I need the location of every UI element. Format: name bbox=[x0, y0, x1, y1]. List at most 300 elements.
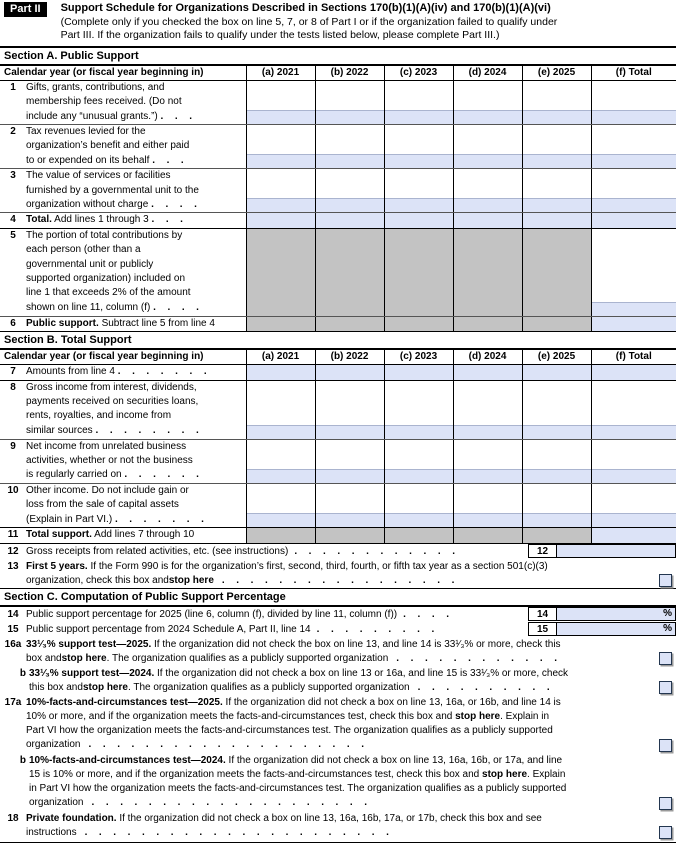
line-12-row bbox=[0, 544, 676, 559]
line-11-shaded-c bbox=[384, 528, 453, 543]
part-subtitle-line1: (Complete only if you checked the box on line 5, 7, or 8 of Part I or if the organization failed to qualify under bbox=[60, 15, 558, 28]
line-8-text-2: payments received on securities loans, bbox=[26, 396, 199, 408]
col-year-b-c: 2023 bbox=[414, 351, 438, 363]
line-14-row bbox=[0, 607, 676, 622]
line-17a-text-3: Part VI how the organization meets the facts-and-circumstances test. The organization qualifies as a publicly supported bbox=[26, 725, 553, 737]
line-1-text-3 bbox=[26, 110, 246, 124]
line-16b-row bbox=[0, 666, 676, 695]
line-17b-seg1: If the organization did not check a box on line 13, 16a, 16b, or 17a, and line bbox=[225, 754, 563, 766]
line-18-text-1 bbox=[26, 812, 652, 826]
line-17a-checkbox[interactable] bbox=[659, 739, 672, 752]
line-5-input-total[interactable] bbox=[591, 228, 676, 316]
line-15-row bbox=[0, 622, 676, 637]
line-2-input-a[interactable] bbox=[246, 125, 315, 169]
line-17a-row bbox=[0, 695, 676, 753]
line-17b-seg2b: . Explain bbox=[527, 768, 566, 780]
line-7-text bbox=[26, 365, 246, 379]
line-13-text-b: organization, check this box and bbox=[26, 574, 169, 586]
line-number-17a: 17a bbox=[4, 696, 22, 708]
section-b-table bbox=[0, 350, 676, 543]
col-year-b-a: 2021 bbox=[276, 351, 300, 363]
part-title: Support Schedule for Organizations Described in Sections 170(b)(1)(A)(iv) and 170(b)(1)(A)(vi) bbox=[60, 2, 551, 14]
calendar-year-label: Calendar year (or fiscal year beginning in) bbox=[0, 66, 246, 81]
line-3-input-a[interactable] bbox=[246, 169, 315, 213]
line-17a-checkbox-wrap[interactable] bbox=[659, 739, 672, 752]
line-10-input-total[interactable] bbox=[591, 483, 676, 527]
line-2-leader: . . . bbox=[152, 154, 189, 166]
line-number-12: 12 bbox=[7, 545, 19, 557]
line-17b-body bbox=[29, 753, 676, 811]
line-16b-body bbox=[29, 666, 676, 696]
line-8-text-4-label: similar sources bbox=[26, 424, 93, 436]
line-4-input-b[interactable] bbox=[315, 213, 384, 228]
line-17b-row bbox=[0, 753, 676, 811]
line-6-input-total[interactable] bbox=[591, 316, 676, 331]
line-17a-stop-here: stop here bbox=[455, 710, 501, 722]
col-header-c bbox=[384, 66, 453, 81]
col-header-d bbox=[453, 66, 522, 81]
line-15-percent-sign: % bbox=[663, 622, 672, 634]
line-15-entry bbox=[528, 622, 676, 636]
line-1-text-2: membership fees received. (Do not bbox=[26, 96, 182, 108]
line-13-stop-here: stop here bbox=[168, 574, 214, 586]
col-year-b-e: 2025 bbox=[552, 351, 576, 363]
line-3-text-3 bbox=[26, 198, 246, 212]
line-5-text-4: supported organization) included on bbox=[26, 273, 185, 285]
line-13-bold-lead: First 5 years. bbox=[26, 560, 88, 572]
line-16a-stop-here: stop here bbox=[61, 652, 107, 664]
line-12-body bbox=[26, 544, 528, 559]
page-bottom-rule bbox=[0, 842, 676, 843]
section-c-header: Section C. Computation of Public Support Percentage bbox=[0, 588, 676, 607]
col-year-a: 2021 bbox=[276, 66, 300, 78]
line-14-body bbox=[26, 607, 528, 622]
line-1-description bbox=[26, 80, 246, 124]
line-17a-seg2a: 10% or more, and if the organization meets the facts-and-circumstances test, check this box and bbox=[26, 710, 456, 722]
line-14-leader: . . . . bbox=[403, 608, 454, 620]
col-year-b-b: 2022 bbox=[346, 351, 369, 363]
line-8-leader: . . . . . . . . bbox=[95, 424, 204, 436]
line-6-shaded-e bbox=[522, 316, 591, 331]
line-10-input-a[interactable] bbox=[246, 483, 315, 527]
line-4-text-1: Add lines 1 through 3 bbox=[54, 214, 149, 226]
part-title-block bbox=[61, 2, 558, 43]
table-row bbox=[0, 528, 676, 543]
line-17a-text-2 bbox=[26, 710, 652, 724]
line-15-text: Public support percentage from 2024 Schedule A, Part II, line 14 bbox=[26, 623, 311, 635]
line-14-input[interactable] bbox=[557, 607, 676, 621]
col-header-b-b bbox=[315, 350, 384, 365]
col-header-b-f bbox=[591, 350, 676, 365]
part-subtitle-line2: Part III. If the organization fails to qualify under the tests listed below, please complete Part III.) bbox=[60, 29, 500, 42]
line-number-6: 6 bbox=[0, 316, 26, 331]
table-row bbox=[0, 80, 676, 124]
line-11-input-total[interactable] bbox=[591, 528, 676, 543]
line-5-leader: . . . . bbox=[153, 301, 204, 313]
line-18-checkbox[interactable] bbox=[659, 826, 672, 839]
line-6-shaded-d bbox=[453, 316, 522, 331]
line-9-input-total[interactable] bbox=[591, 439, 676, 483]
line-11-shaded-e bbox=[522, 528, 591, 543]
line-9-text-3-label: is regularly carried on bbox=[26, 469, 122, 481]
line-number-18: 18 bbox=[7, 812, 19, 824]
line-10-input-e[interactable] bbox=[522, 483, 591, 527]
line-16a-checkbox[interactable] bbox=[659, 652, 672, 665]
col-header-a bbox=[246, 66, 315, 81]
line-7-input-a[interactable] bbox=[246, 365, 315, 380]
table-row bbox=[0, 213, 676, 228]
line-12-box-label: 12 bbox=[528, 544, 557, 558]
line-5-shaded-a bbox=[246, 228, 315, 316]
line-17a-leader: . . . . . . . . . . . . . . . . . . . . bbox=[88, 739, 369, 751]
line-1-input-e[interactable] bbox=[522, 80, 591, 124]
line-16b-checkbox[interactable] bbox=[659, 681, 672, 694]
line-3-input-b[interactable] bbox=[315, 169, 384, 213]
line-9-input-b[interactable] bbox=[315, 439, 384, 483]
line-16a-text-1 bbox=[26, 638, 652, 652]
line-10-text-1: Other income. Do not include gain or bbox=[26, 484, 189, 496]
line-9-input-e[interactable] bbox=[522, 439, 591, 483]
part-ii-header bbox=[0, 0, 676, 48]
line-number-15: 15 bbox=[7, 623, 19, 635]
line-3-text-1: The value of services or facilities bbox=[26, 170, 171, 182]
line-14-box-label: 14 bbox=[528, 607, 557, 621]
line-7-input-e[interactable] bbox=[522, 365, 591, 380]
line-5-description bbox=[26, 228, 246, 316]
line-17b-seg2a: 15 is 10% or more, and if the organization meets the facts-and-circumstances test, check this box and bbox=[29, 768, 483, 780]
line-10-leader: . . . . . . . bbox=[114, 513, 209, 525]
line-7-input-b[interactable] bbox=[315, 365, 384, 380]
line-17a-bold-lead: 10%-facts-and-circumstances test—2025. bbox=[26, 696, 223, 708]
line-1-leader: . . . bbox=[160, 110, 197, 122]
line-4-input-e[interactable] bbox=[522, 213, 591, 228]
line-number-16b: b bbox=[19, 667, 26, 679]
line-1-input-c[interactable] bbox=[384, 80, 453, 124]
line-number-16a: 16a bbox=[4, 638, 22, 650]
line-12-leader: . . . . . . . . . . . . bbox=[294, 545, 460, 557]
line-number-13: 13 bbox=[7, 560, 19, 572]
line-18-row bbox=[0, 811, 676, 840]
col-marker-b-f: (f) bbox=[615, 351, 626, 363]
line-4-bold-lead: Total. bbox=[26, 214, 52, 226]
line-15-leader: . . . . . . . . . bbox=[316, 623, 439, 635]
line-2-text-1: Tax revenues levied for the bbox=[26, 126, 146, 137]
col-header-b-e bbox=[522, 350, 591, 365]
line-17a-seg1: If the organization did not check a box on line 13, 16a, or 16b, and line 14 is bbox=[222, 696, 561, 708]
line-17a-body bbox=[26, 695, 676, 753]
section-a-column-headers bbox=[0, 66, 676, 81]
line-3-input-total[interactable] bbox=[591, 169, 676, 213]
line-14-percent-sign: % bbox=[663, 607, 672, 619]
line-5-text-6-label: shown on line 11, column (f) bbox=[26, 301, 151, 313]
line-18-bold-lead: Private foundation. bbox=[26, 812, 117, 824]
line-14-entry bbox=[528, 607, 676, 621]
line-2-input-total[interactable] bbox=[591, 125, 676, 169]
line-8-text-3: rents, royalties, and income from bbox=[26, 410, 172, 422]
table-row bbox=[0, 380, 676, 439]
col-marker-b: (b) bbox=[330, 66, 344, 78]
table-row bbox=[0, 228, 676, 316]
line-10-text-3 bbox=[26, 513, 246, 527]
line-number-11: 11 bbox=[0, 528, 26, 543]
line-9-input-d[interactable] bbox=[453, 439, 522, 483]
line-17b-text-4 bbox=[29, 796, 652, 810]
col-marker-b-d: (d) bbox=[468, 351, 482, 363]
line-16a-seg2b: . The organization qualifies as a publicly supported organization bbox=[106, 652, 389, 664]
line-number-4: 4 bbox=[0, 213, 26, 228]
line-2-text-3-label: to or expended on its behalf bbox=[26, 154, 150, 166]
col-marker-c: (c) bbox=[399, 66, 413, 78]
line-11-description bbox=[26, 528, 246, 543]
line-2-input-d[interactable] bbox=[453, 125, 522, 169]
line-15-body bbox=[26, 622, 528, 637]
table-row bbox=[0, 483, 676, 527]
line-18-leader: . . . . . . . . . . . . . . . . . . . . . . bbox=[84, 826, 394, 838]
line-4-leader: . . . bbox=[151, 214, 188, 226]
line-number-10: 10 bbox=[0, 483, 26, 527]
line-16a-row bbox=[0, 637, 676, 666]
line-16a-checkbox-wrap[interactable] bbox=[659, 652, 672, 665]
col-header-f bbox=[591, 66, 676, 81]
table-row bbox=[0, 439, 676, 483]
line-9-text-2: activities, whether or not the business bbox=[26, 455, 193, 467]
line-13-text-1 bbox=[26, 560, 652, 574]
line-17a-seg2b: . Explain in bbox=[500, 710, 550, 722]
line-7-input-c[interactable] bbox=[384, 365, 453, 380]
line-9-input-c[interactable] bbox=[384, 439, 453, 483]
line-number-17b: b bbox=[19, 754, 26, 766]
line-18-seg1: If the organization did not check a box on line 13, 16a, 16b, 17a, or 17b, check this box and see bbox=[116, 812, 542, 824]
line-9-input-a[interactable] bbox=[246, 439, 315, 483]
line-1-input-a[interactable] bbox=[246, 80, 315, 124]
line-16b-leader: . . . . . . . . . . bbox=[417, 681, 555, 693]
col-header-b bbox=[315, 66, 384, 81]
line-3-leader: . . . . bbox=[151, 199, 202, 211]
line-number-1: 1 bbox=[0, 80, 26, 124]
line-16b-seg1: If the organization did not check a box on line 13 or 16a, and line 15 is 33¹⁄₃% or more, check bbox=[154, 667, 568, 679]
line-17b-stop-here: stop here bbox=[482, 768, 528, 780]
line-16a-seg2a: box and bbox=[26, 652, 62, 664]
line-4-input-d[interactable] bbox=[453, 213, 522, 228]
line-18-checkbox-wrap[interactable] bbox=[659, 826, 672, 839]
line-11-shaded-b bbox=[315, 528, 384, 543]
col-year-e: 2025 bbox=[552, 66, 576, 78]
line-11-text bbox=[26, 528, 246, 542]
line-4-input-total[interactable] bbox=[591, 213, 676, 228]
line-17a-seg4: organization bbox=[26, 739, 81, 751]
line-16a-leader: . . . . . . . . . . . . bbox=[396, 652, 562, 664]
line-11-text-1: Add lines 7 through 10 bbox=[94, 529, 195, 541]
line-8-text-1: Gross income from interest, dividends, bbox=[26, 381, 197, 393]
line-14-text: Public support percentage for 2025 (line 6, column (f), divided by line 11, column (f)) bbox=[26, 608, 398, 620]
line-13-body bbox=[26, 559, 676, 589]
line-13-checkbox[interactable] bbox=[659, 574, 672, 587]
col-marker-f: (f) bbox=[615, 66, 626, 78]
line-2-input-c[interactable] bbox=[384, 125, 453, 169]
line-16b-text-1 bbox=[29, 667, 652, 681]
line-16a-text-2 bbox=[26, 652, 652, 666]
line-5-shaded-e bbox=[522, 228, 591, 316]
line-13-text-a: If the Form 990 is for the organization’s first, second, third, fourth, or fifth tax year as a section 501(c)(3) bbox=[90, 560, 548, 572]
line-10-input-b[interactable] bbox=[315, 483, 384, 527]
line-6-shaded-a bbox=[246, 316, 315, 331]
line-1-input-b[interactable] bbox=[315, 80, 384, 124]
line-6-text bbox=[26, 317, 246, 331]
line-4-input-c[interactable] bbox=[384, 213, 453, 228]
line-15-input[interactable] bbox=[557, 622, 676, 636]
line-16b-bold-lead: 33¹⁄₃% support test—2024. bbox=[29, 667, 155, 679]
line-8-input-total[interactable] bbox=[591, 380, 676, 439]
line-9-text-3 bbox=[26, 468, 246, 482]
line-16b-stop-here: stop here bbox=[82, 681, 128, 693]
line-6-text-1: Subtract line 5 from line 4 bbox=[101, 317, 215, 329]
line-9-text-1: Net income from unrelated business bbox=[26, 440, 187, 452]
line-11-shaded-d bbox=[453, 528, 522, 543]
line-8-input-e[interactable] bbox=[522, 380, 591, 439]
col-total-b-f: Total bbox=[628, 351, 652, 363]
col-marker-b-c: (c) bbox=[399, 351, 413, 363]
line-13-text-2 bbox=[26, 574, 652, 588]
line-12-text: Gross receipts from related activities, etc. (see instructions) bbox=[26, 545, 289, 557]
line-5-shaded-c bbox=[384, 228, 453, 316]
line-2-text-3 bbox=[26, 154, 246, 168]
line-12-entry bbox=[528, 544, 676, 558]
line-10-text-2: loss from the sale of capital assets bbox=[26, 499, 179, 511]
line-17b-leader: . . . . . . . . . . . . . . . . . . . . bbox=[91, 797, 372, 809]
line-2-text-2: organization’s benefit and either paid bbox=[26, 140, 190, 152]
line-10-text-3-label: (Explain in Part VI.) bbox=[26, 513, 113, 525]
line-5-text-6 bbox=[26, 301, 246, 315]
line-2-input-b[interactable] bbox=[315, 125, 384, 169]
section-a-header: Section A. Public Support bbox=[0, 48, 676, 66]
line-1-input-total[interactable] bbox=[591, 80, 676, 124]
line-5-shaded-b bbox=[315, 228, 384, 316]
col-year-c: 2023 bbox=[414, 66, 438, 78]
line-17b-text-2 bbox=[29, 768, 652, 782]
line-7-text-1: Amounts from line 4 bbox=[26, 366, 115, 378]
line-16b-checkbox-wrap[interactable] bbox=[659, 681, 672, 694]
col-header-b-c bbox=[384, 350, 453, 365]
col-header-b-a bbox=[246, 350, 315, 365]
table-row bbox=[0, 316, 676, 331]
line-3-input-d[interactable] bbox=[453, 169, 522, 213]
line-1-text-1: Gifts, grants, contributions, and bbox=[26, 81, 165, 93]
line-5-text-2: each person (other than a bbox=[26, 244, 141, 256]
line-18-body bbox=[26, 811, 676, 841]
col-marker-b-e: (e) bbox=[537, 351, 551, 363]
line-3-description bbox=[26, 169, 246, 213]
col-year-b-d: 2024 bbox=[484, 351, 507, 363]
line-2-description bbox=[26, 125, 246, 169]
line-8-input-c[interactable] bbox=[384, 380, 453, 439]
line-5-text-5: line 1 that exceeds 2% of the amount bbox=[26, 287, 191, 299]
line-11-bold-lead: Total support. bbox=[26, 529, 92, 541]
line-3-input-c[interactable] bbox=[384, 169, 453, 213]
line-number-8: 8 bbox=[0, 380, 26, 439]
line-8-input-b[interactable] bbox=[315, 380, 384, 439]
line-17b-seg4: organization bbox=[29, 797, 84, 809]
line-16a-seg1: If the organization did not check the box on line 13, and line 14 is 33¹⁄₃% or more, check this bbox=[151, 638, 561, 650]
line-16b-seg2b: . The organization qualifies as a publicly supported organization bbox=[127, 681, 410, 693]
line-9-description bbox=[26, 439, 246, 483]
col-marker-b-a: (a) bbox=[261, 351, 275, 363]
line-18-seg2: instructions bbox=[26, 826, 77, 838]
table-row bbox=[0, 169, 676, 213]
line-number-5: 5 bbox=[0, 228, 26, 316]
line-8-input-a[interactable] bbox=[246, 380, 315, 439]
line-16b-seg2a: this box and bbox=[29, 681, 83, 693]
line-17b-text-3: in Part VI how the organization meets the facts-and-circumstances test. The organization qualifies as a publicly supported bbox=[29, 783, 567, 795]
line-18-text-2 bbox=[26, 826, 652, 840]
line-4-input-a[interactable] bbox=[246, 213, 315, 228]
line-7-description bbox=[26, 365, 246, 380]
line-6-description bbox=[26, 316, 246, 331]
line-3-text-2: furnished by a governmental unit to the bbox=[26, 184, 199, 196]
line-6-shaded-b bbox=[315, 316, 384, 331]
line-12-input[interactable] bbox=[557, 544, 676, 558]
line-3-text-3-label: organization without charge bbox=[26, 199, 149, 211]
col-marker-a: (a) bbox=[261, 66, 275, 78]
line-11-shaded-a bbox=[246, 528, 315, 543]
line-7-leader: . . . . . . . bbox=[117, 366, 212, 378]
col-year-d: 2024 bbox=[484, 66, 507, 78]
line-13-checkbox-wrap[interactable] bbox=[659, 574, 672, 587]
table-row bbox=[0, 365, 676, 380]
col-total-f: Total bbox=[628, 66, 652, 78]
col-header-b-d bbox=[453, 350, 522, 365]
section-b-header: Section B. Total Support bbox=[0, 332, 676, 350]
line-8-text-4 bbox=[26, 424, 246, 438]
line-4-description bbox=[26, 213, 246, 228]
col-header-e bbox=[522, 66, 591, 81]
col-marker-e: (e) bbox=[537, 66, 551, 78]
line-10-input-c[interactable] bbox=[384, 483, 453, 527]
calendar-year-label-b: Calendar year (or fiscal year beginning in) bbox=[0, 350, 246, 365]
line-13-leader: . . . . . . . . . . . . . . . . . bbox=[221, 574, 459, 586]
line-17a-text-4 bbox=[26, 738, 652, 752]
line-4-text bbox=[26, 213, 246, 227]
line-5-text-1: The portion of total contributions by bbox=[26, 229, 183, 241]
line-15-box-label: 15 bbox=[528, 622, 557, 636]
section-a-table bbox=[0, 66, 676, 332]
section-b-column-headers bbox=[0, 350, 676, 365]
line-number-7: 7 bbox=[0, 365, 26, 380]
line-number-9: 9 bbox=[0, 439, 26, 483]
line-2-input-e[interactable] bbox=[522, 125, 591, 169]
col-marker-d: (d) bbox=[468, 66, 482, 78]
line-7-input-total[interactable] bbox=[591, 365, 676, 380]
line-number-14: 14 bbox=[7, 608, 19, 620]
line-10-input-d[interactable] bbox=[453, 483, 522, 527]
line-17b-text-1 bbox=[29, 754, 652, 768]
line-8-input-d[interactable] bbox=[453, 380, 522, 439]
col-marker-b-b: (b) bbox=[330, 351, 344, 363]
line-16b-text-2 bbox=[29, 681, 652, 695]
line-16a-bold-lead: 33¹⁄₃% support test—2025. bbox=[26, 638, 152, 650]
line-3-input-e[interactable] bbox=[522, 169, 591, 213]
line-6-shaded-c bbox=[384, 316, 453, 331]
line-16a-body bbox=[26, 637, 676, 667]
line-number-3: 3 bbox=[0, 169, 26, 213]
line-9-leader: . . . . . . bbox=[124, 469, 204, 481]
line-1-input-d[interactable] bbox=[453, 80, 522, 124]
table-row bbox=[0, 125, 676, 169]
col-year-b: 2022 bbox=[346, 66, 369, 78]
line-13-row bbox=[0, 559, 676, 588]
line-8-description bbox=[26, 380, 246, 439]
line-5-text-3: governmental unit or publicly bbox=[26, 258, 154, 270]
line-7-input-d[interactable] bbox=[453, 365, 522, 380]
